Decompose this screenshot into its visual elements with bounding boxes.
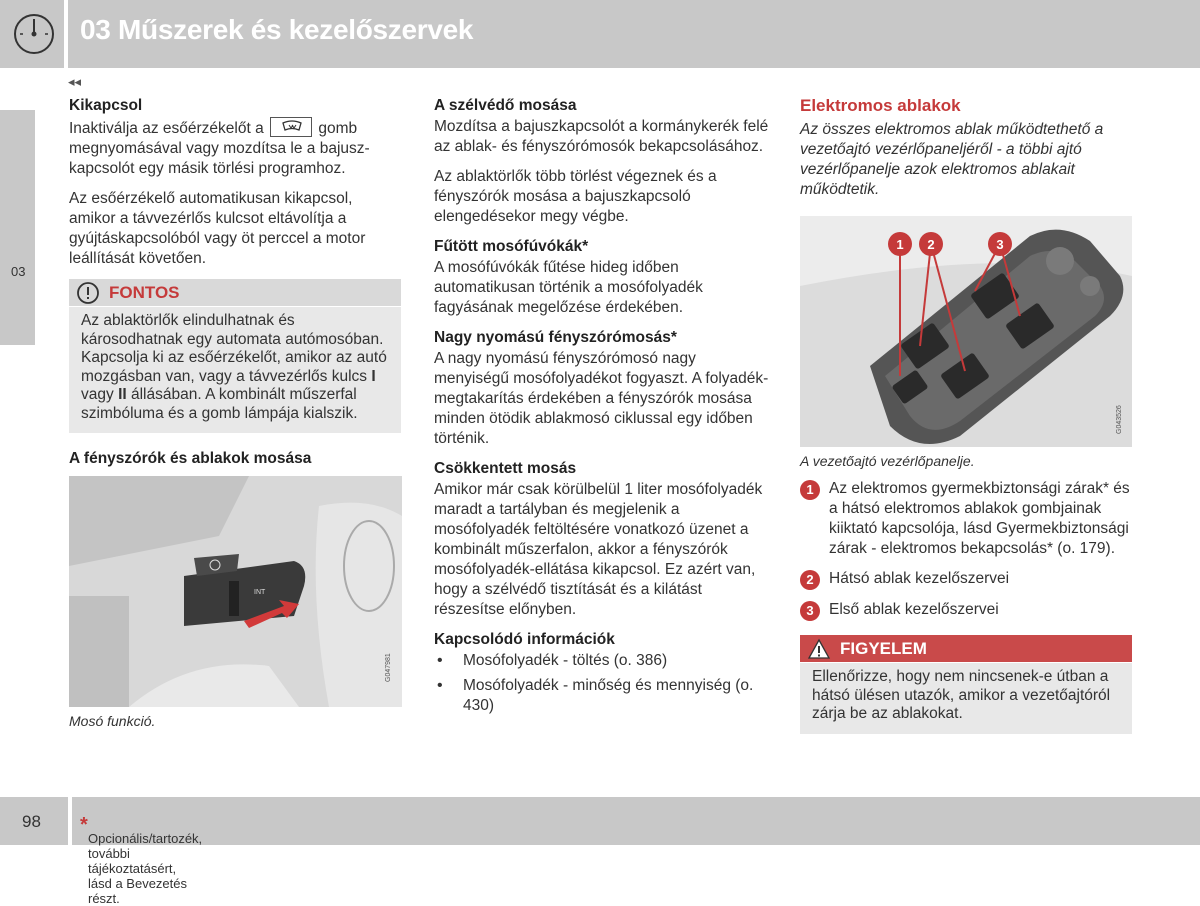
back-arrows[interactable]: ◂◂ — [68, 74, 82, 89]
section-heading: A fényszórók és ablakok mosása — [69, 450, 312, 467]
page-title: 03 Műszerek és kezelőszervek — [80, 14, 474, 45]
intro-text: Az összes elektromos ablak működtethető a vezetőajtó vezérlőpaneljéről - a többi ajtó vezérlőpanelje azok elektromos ablakait működtetik. — [800, 121, 1104, 198]
page-footer — [0, 797, 1200, 906]
image-code: G043526 — [1116, 405, 1123, 434]
paragraph: Amikor már csak körülbelül 1 liter mosófolyadék maradt a tartályban és megjelenik a mosófolyadék feltöltésére vonatkozó üzenet a kombinált műszerfalon, akkor a fényszórók mosófolyadék-ellátása kikapcsol. Ez azért van, hogy a szélvédő tisztítását és a kilátást részesítse előnyben. — [434, 481, 763, 618]
paragraph: A nagy nyomású fényszórómosó nagy menyiségű mosófolyadékot fogyaszt. A folyadék-megtakarítás érdekében a fényszórók mosása minden ötödik ablakmosó ciklussal egy időben történik. — [434, 350, 769, 447]
warning-title: FIGYELEM — [840, 639, 927, 658]
chapter-tab-label: 03 — [11, 264, 26, 279]
section-heading: Kapcsolódó információk — [434, 631, 615, 648]
gauge-icon — [0, 0, 68, 68]
number-badge: 1 — [800, 480, 820, 500]
number-badge: 2 — [800, 570, 820, 590]
exclamation-circle-icon — [77, 282, 99, 304]
warning-text: Az ablaktörlők elindulhatnak és károsodhatnak egy automata autómosóban. Kapcsolja ki az esőérzékelőt, amikor az autó mozgásban van, vagy a távvezérlős kulcs I vagy II állásában. A kombinált műszerfal szimbóluma és a gomb lámpája kialszik. — [81, 312, 387, 422]
image-caption: Mosó funkció. — [69, 713, 156, 729]
paragraph: A mosófúvókák fűtése hideg időben automatikusan történik a mosófolyadék fagyásának megelőzése érdekében. — [434, 259, 703, 316]
warning-box-important — [69, 279, 401, 433]
list-item: 2 Hátsó ablak kezelőszervei — [800, 569, 1132, 590]
paragraph: Az ablaktörlők több törlést végeznek és a fényszórók mosása a bajuszkapcsoló elengedésekor megy végbe. — [434, 168, 717, 225]
section-heading: Fűtött mosófúvókák* — [434, 238, 589, 255]
door-panel-image — [800, 216, 1132, 447]
section-heading: Csökkentett mosás — [434, 460, 577, 477]
section-heading: A szélvédő mosása — [434, 97, 577, 114]
warning-title: FONTOS — [109, 283, 180, 302]
warning-text: Ellenőrizze, hogy nem nincsenek-e útban a hátsó ülésen utazók, amikor a vezetőajtóról zárja be az ablakokat. — [812, 668, 1111, 722]
number-badge: 3 — [800, 601, 820, 621]
warning-box-caution — [800, 635, 1132, 734]
callout-label: 3 — [996, 237, 1004, 252]
warning-triangle-icon — [808, 638, 830, 660]
section-heading: Elektromos ablakok — [800, 96, 961, 115]
callout-label: 1 — [896, 237, 904, 252]
svg-text:INT: INT — [254, 589, 266, 596]
related-link[interactable]: • Mosófolyadék - töltés (o. 386) — [434, 651, 770, 671]
section-heading: Nagy nyomású fényszórómosás* — [434, 329, 677, 346]
section-heading: Kikapcsol — [69, 97, 143, 114]
related-link[interactable]: • Mosófolyadék - minőség és mennyiség (o. 430) — [434, 676, 770, 716]
page-number: 98 — [0, 797, 68, 845]
list-item: 1 Az elektromos gyermekbiztonsági zárak* és a hátsó elektromos ablakok gombjainak kiiktató kapcsolója, lásd Gyermekbiztonsági zárak - elektromos bekapcsolás* (o. 179). — [800, 479, 1132, 559]
image-code: G047981 — [385, 653, 392, 682]
column-2 — [434, 96, 770, 721]
page-header — [0, 0, 1200, 68]
list-item: 3 Első ablak kezelőszervei — [800, 600, 1132, 621]
wiper-stalk-image — [69, 476, 402, 707]
footer-note: * Opcionális/tartozék, további tájékoztatásért, lásd a Bevezetés részt. — [72, 797, 1200, 845]
related-links — [434, 651, 770, 716]
rain-sensor-button-icon — [270, 117, 312, 137]
chapter-tab — [0, 110, 35, 345]
callout-label: 2 — [927, 237, 935, 252]
paragraph: Az esőérzékelő automatikusan kikapcsol, amikor a távvezérlős kulcsot eltávolítja a gyújtáskapcsolóból vagy öt perccel a motor leállítását követően. — [69, 190, 366, 267]
paragraph: Inaktiválja az esőérzékelőt a gomb megnyomásával vagy mozdítsa le a bajusz-kapcsolót egy másik törlési programhoz. — [69, 117, 401, 179]
column-3 — [800, 96, 1132, 734]
paragraph: Mozdítsa a bajuszkapcsolót a kormánykerék felé az ablak- és fényszórómosók bekapcsolásához. — [434, 118, 769, 155]
image-caption: A vezetőajtó vezérlőpanelje. — [800, 453, 975, 469]
column-1 — [69, 96, 401, 729]
